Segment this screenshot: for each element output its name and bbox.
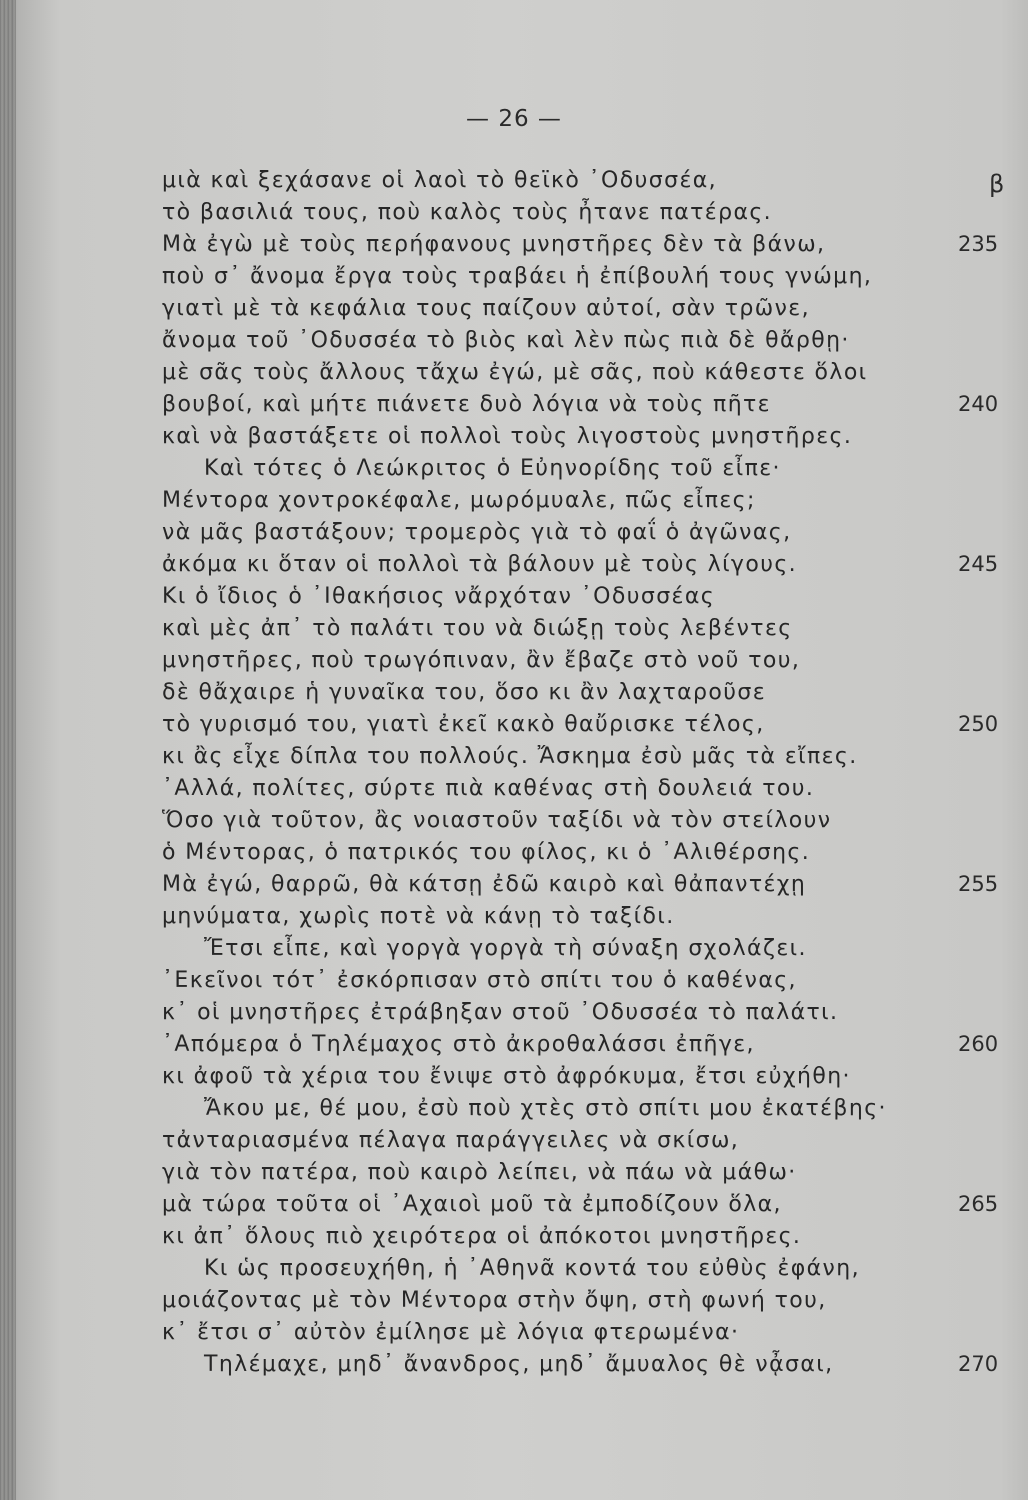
verse-line: τἀνταριασμένα πέλαγα παράγγειλες νὰ σκίσω, — [162, 1128, 740, 1153]
verse-line: μιὰ καὶ ξεχάσανε οἱ λαοὶ τὸ θεϊκὸ ᾿Οδυσσέα, — [162, 168, 718, 193]
line-number: 235 — [958, 232, 999, 256]
verse-line: Κι ὡς προσευχήθη, ἡ ᾿Αθηνᾶ κοντά του εὐθὺς ἐφάνη, — [204, 1256, 860, 1281]
line-number: 255 — [958, 872, 999, 896]
verse-line: μοιάζοντας μὲ τὸν Μέντορα στὴν ὄψη, στὴ φωνή του, — [162, 1288, 827, 1313]
verse-line: μνηστῆρες, ποὺ τρωγόπιναν, ἂν ἔβαζε στὸ νοῦ του, — [162, 648, 801, 673]
line-number: 265 — [958, 1192, 999, 1216]
verse-line: βουβοί, καὶ μήτε πιάνετε δυὸ λόγια νὰ τοὺς πῆτε — [162, 392, 771, 417]
marginal-letter: β — [989, 170, 1005, 198]
line-number: 240 — [958, 392, 999, 416]
verse-line: κι ἀπ᾿ ὅλους πιὸ χειρότερα οἱ ἀπόκοτοι μνηστῆρες. — [162, 1224, 802, 1249]
book-binding-edge — [0, 0, 16, 1500]
verse-line: μὲ σᾶς τοὺς ἄλλους τἄχω ἐγώ, μὲ σᾶς, ποὺ κάθεστε ὅλοι — [162, 360, 868, 385]
verse-line: μηνύματα, χωρὶς ποτὲ νὰ κάνῃ τὸ ταξίδι. — [162, 904, 675, 929]
line-number: 245 — [958, 552, 999, 576]
verse-line: Μὰ ἐγὼ μὲ τοὺς περήφανους μνηστῆρες δὲν τὰ βάνω, — [162, 232, 826, 257]
verse-line: κι ἂς εἶχε δίπλα του πολλούς. Ἄσκημα ἐσὺ μᾶς τὰ εἴπες. — [162, 744, 858, 769]
verse-line: ᾿Εκεῖνοι τότ᾿ ἐσκόρπισαν στὸ σπίτι του ὁ καθένας, — [162, 968, 797, 993]
verse-line: Καὶ τότες ὁ Λεώκριτος ὁ Εὐηνορίδης τοῦ εἶπε· — [204, 456, 781, 481]
verse-line: κι ἀφοῦ τὰ χέρια του ἔνιψε στὸ ἀφρόκυμα, ἔτσι εὐχήθη· — [162, 1064, 851, 1089]
verse-line: Ὅσο γιὰ τοῦτον, ἂς νοιαστοῦν ταξίδι νὰ τὸν στείλουν — [162, 808, 832, 833]
verse-line: γιατὶ μὲ τὰ κεφάλια τους παίζουν αὐτοί, σὰν τρῶνε, — [162, 296, 810, 321]
verse-line: γιὰ τὸν πατέρα, ποὺ καιρὸ λείπει, νὰ πάω νὰ μάθω· — [162, 1160, 797, 1185]
verse-line: Μέντορα χοντροκέφαλε, μωρόμυαλε, πῶς εἶπες; — [162, 488, 756, 513]
verse-line: Ἄκου με, θέ μου, ἐσὺ ποὺ χτὲς στὸ σπίτι μου ἐκατέβης· — [204, 1096, 887, 1121]
verse-line: Κι ὁ ἴδιος ὁ ᾿Ιθακήσιος νἄρχόταν ᾿Οδυσσέας — [162, 584, 716, 609]
verse-line: ποὺ σ᾿ ἄνομα ἔργα τοὺς τραβάει ἡ ἐπίβουλή τους γνώμη, — [162, 264, 873, 289]
line-number: 260 — [958, 1032, 999, 1056]
verse-line: ὁ Μέντορας, ὁ πατρικός του φίλος, κι ὁ ᾿Αλιθέρσης. — [162, 840, 811, 865]
verse-line: μὰ τώρα τοῦτα οἱ ᾿Αχαιοὶ μοῦ τὰ ἐμποδίζουν ὅλα, — [162, 1192, 782, 1217]
line-number: 270 — [958, 1352, 999, 1376]
verse-line: κ᾿ οἱ μνηστῆρες ἐτράβηξαν στοῦ ᾿Οδυσσέα τὸ παλάτι. — [162, 1000, 839, 1025]
verse-line: νὰ μᾶς βαστάξουν; τρομερὸς γιὰ τὸ φαΐ ὁ ἀγῶνας, — [162, 520, 792, 545]
verse-line: Τηλέμαχε, μηδ᾿ ἄνανδρος, μηδ᾿ ἄμυαλος θὲ νᾆσαι, — [204, 1352, 834, 1377]
verse-line: τὸ βασιλιά τους, ποὺ καλὸς τοὺς ἦτανε πατέρας. — [162, 200, 773, 225]
verse-line: τὸ γυρισμό του, γιατὶ ἐκεῖ κακὸ θαὔρισκε τέλος, — [162, 712, 765, 737]
verse-line: Μὰ ἐγώ, θαρρῶ, θὰ κάτσῃ ἐδῶ καιρὸ καὶ θἀπαντέχῃ — [162, 872, 807, 897]
page-number: — 26 — — [466, 106, 562, 132]
verse-line: ᾿Αλλά, πολίτες, σύρτε πιὰ καθένας στὴ δουλειά του. — [162, 776, 815, 801]
verse-line: ᾿Απόμερα ὁ Τηλέμαχος στὸ ἀκροθαλάσσι ἐπῆγε, — [162, 1032, 755, 1057]
verse-line: ἀκόμα κι ὅταν οἱ πολλοὶ τὰ βάλουν μὲ τοὺς λίγους. — [162, 552, 798, 577]
verse-line: δὲ θἄχαιρε ἡ γυναῖκα του, ὅσο κι ἂν λαχταροῦσε — [162, 680, 767, 705]
verse-line: καὶ μὲς ἀπ᾿ τὸ παλάτι του νὰ διώξῃ τοὺς λεβέντες — [162, 616, 793, 641]
line-number: 250 — [958, 712, 999, 736]
verse-line: ἄνομα τοῦ ᾿Οδυσσέα τὸ βιὸς καὶ λὲν πὼς πιὰ δὲ θἄρθῃ· — [162, 328, 850, 353]
verse-line: καὶ νὰ βαστάξετε οἱ πολλοὶ τοὺς λιγοστοὺς μνηστῆρες. — [162, 424, 853, 449]
verse-line: Ἔτσι εἶπε, καὶ γοργὰ γοργὰ τὴ σύναξη σχολάζει. — [204, 936, 807, 961]
verse-line: κ᾿ ἔτσι σ᾿ αὐτὸν ἐμίλησε μὲ λόγια φτερωμένα· — [162, 1320, 740, 1345]
